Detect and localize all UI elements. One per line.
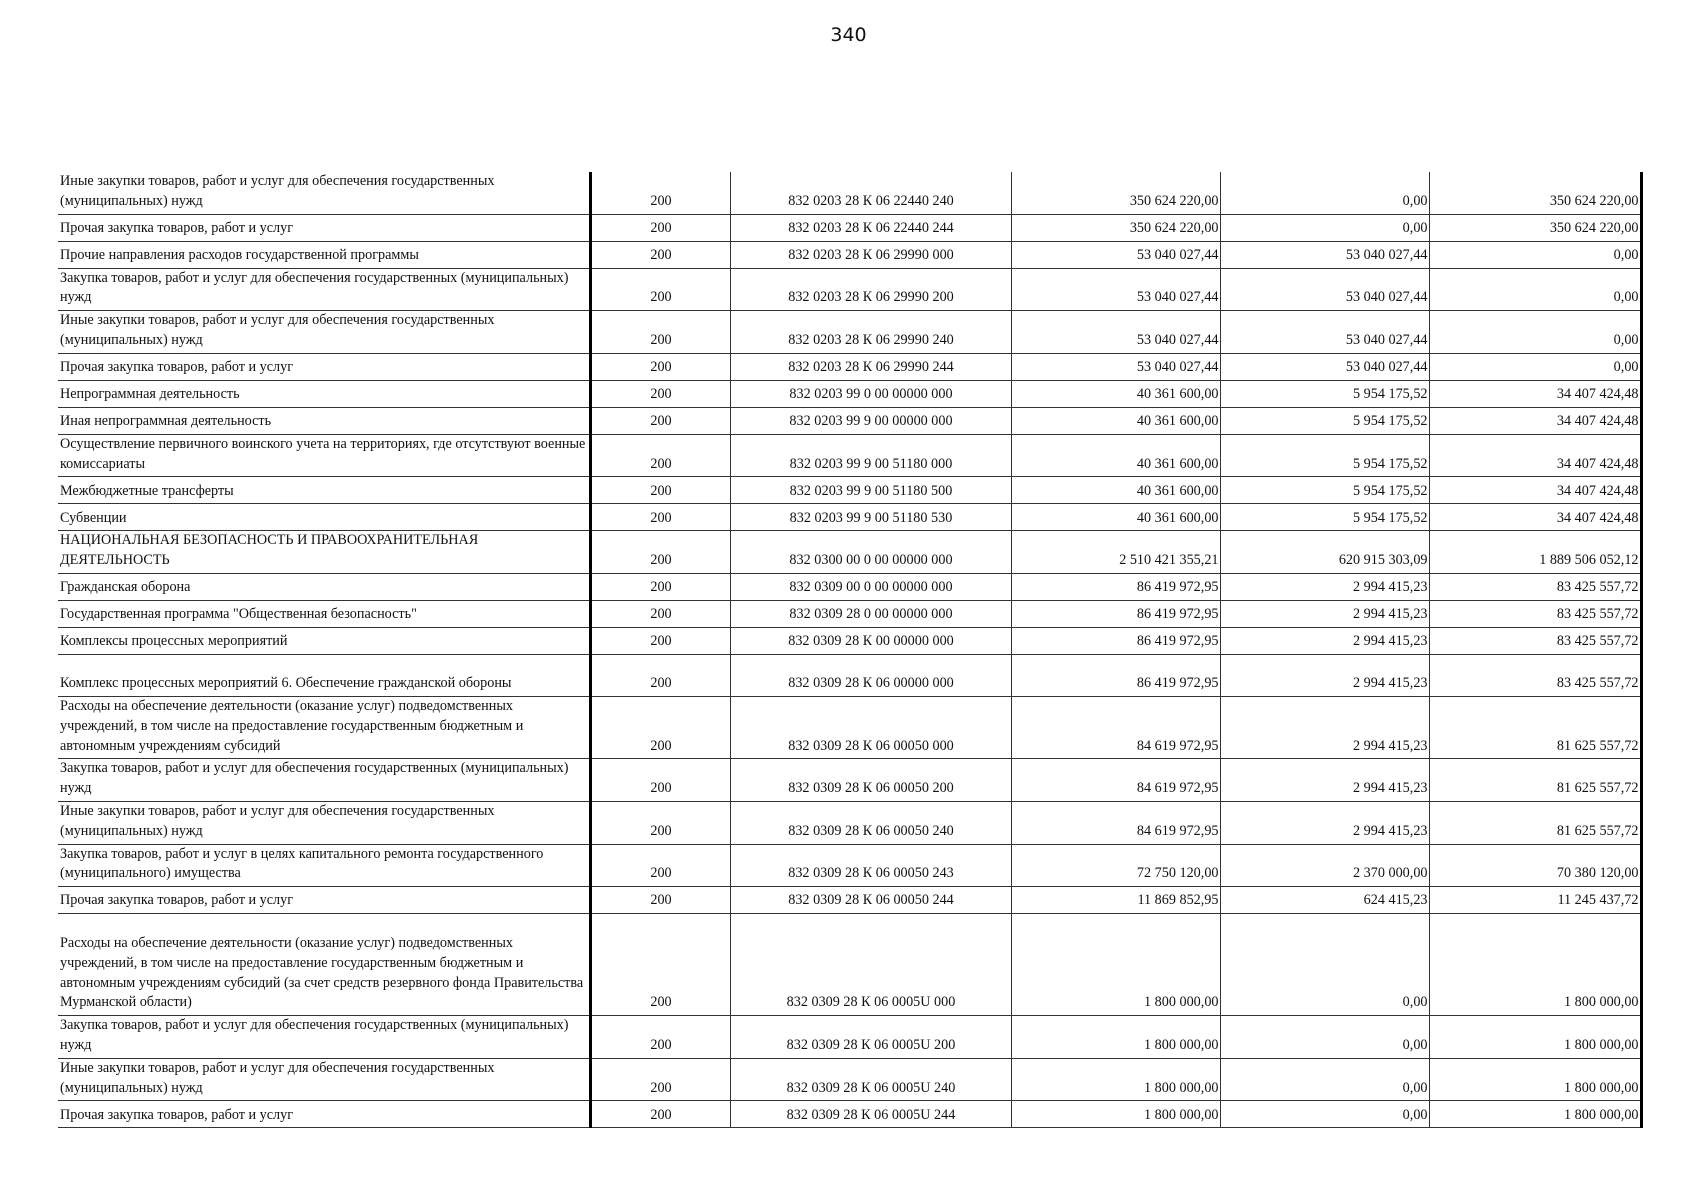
- row-approved-amount-cell: 40 361 600,00: [1011, 504, 1220, 531]
- row-approved-amount-cell: 86 419 972,95: [1011, 654, 1220, 696]
- row-unexecuted-amount-cell: 83 425 557,72: [1429, 600, 1641, 627]
- row-unexecuted-amount-cell: 350 624 220,00: [1429, 172, 1641, 214]
- row-line-code-cell: 200: [590, 531, 730, 574]
- row-approved-amount-cell: 11 869 852,95: [1011, 887, 1220, 914]
- row-name-cell: Государственная программа "Общественная безопасность": [58, 600, 590, 627]
- row-name-cell: Субвенции: [58, 504, 590, 531]
- table-row: [58, 1101, 1641, 1128]
- row-executed-amount-cell: 2 994 415,23: [1220, 600, 1429, 627]
- row-name-cell: Иные закупки товаров, работ и услуг для обеспечения государственных (муниципальных) нужд: [58, 172, 590, 214]
- row-name-cell: Непрограммная деятельность: [58, 380, 590, 407]
- row-budget-classification-cell: 832 0309 28 К 06 0005U 000: [730, 914, 1011, 1016]
- row-approved-amount-cell: 2 510 421 355,21: [1011, 531, 1220, 574]
- row-budget-classification-cell: 832 0203 28 К 06 22440 240: [730, 172, 1011, 214]
- row-unexecuted-amount-cell: 1 800 000,00: [1429, 1016, 1641, 1059]
- row-approved-amount-cell: 86 419 972,95: [1011, 600, 1220, 627]
- row-executed-amount-cell: 0,00: [1220, 1058, 1429, 1101]
- row-unexecuted-amount-cell: 0,00: [1429, 311, 1641, 354]
- row-budget-classification-cell: 832 0309 28 К 06 00050 200: [730, 759, 1011, 802]
- row-executed-amount-cell: 2 994 415,23: [1220, 654, 1429, 696]
- row-budget-classification-cell: 832 0203 99 9 00 51180 500: [730, 477, 1011, 504]
- row-budget-classification-cell: 832 0309 28 К 06 00050 244: [730, 887, 1011, 914]
- table-row: [58, 407, 1641, 434]
- row-executed-amount-cell: 0,00: [1220, 1016, 1429, 1059]
- row-approved-amount-cell: 84 619 972,95: [1011, 759, 1220, 802]
- row-executed-amount-cell: 2 994 415,23: [1220, 573, 1429, 600]
- row-budget-classification-cell: 832 0309 28 К 06 0005U 200: [730, 1016, 1011, 1059]
- row-budget-classification-cell: 832 0309 28 К 06 00050 243: [730, 844, 1011, 887]
- row-executed-amount-cell: 53 040 027,44: [1220, 353, 1429, 380]
- table-row: [58, 434, 1641, 477]
- row-name-cell: Прочая закупка товаров, работ и услуг: [58, 214, 590, 241]
- row-line-code-cell: 200: [590, 353, 730, 380]
- table-row: [58, 1058, 1641, 1101]
- row-executed-amount-cell: 2 370 000,00: [1220, 844, 1429, 887]
- table-row: [58, 268, 1641, 311]
- row-approved-amount-cell: 53 040 027,44: [1011, 311, 1220, 354]
- row-line-code-cell: 200: [590, 504, 730, 531]
- row-name-cell: Расходы на обеспечение деятельности (оказание услуг) подведомственных учреждений, в том числе на предоставление государственным бюджетным и автономным учреждениям субсидий: [58, 696, 590, 758]
- row-line-code-cell: 200: [590, 311, 730, 354]
- row-line-code-cell: 200: [590, 887, 730, 914]
- row-budget-classification-cell: 832 0309 28 К 06 0005U 240: [730, 1058, 1011, 1101]
- row-line-code-cell: 200: [590, 477, 730, 504]
- row-unexecuted-amount-cell: 81 625 557,72: [1429, 696, 1641, 758]
- row-name-cell: Иные закупки товаров, работ и услуг для обеспечения государственных (муниципальных) нужд: [58, 801, 590, 844]
- row-name-cell: Закупка товаров, работ и услуг для обеспечения государственных (муниципальных) нужд: [58, 268, 590, 311]
- row-approved-amount-cell: 84 619 972,95: [1011, 801, 1220, 844]
- row-unexecuted-amount-cell: 1 800 000,00: [1429, 1058, 1641, 1101]
- row-line-code-cell: 200: [590, 407, 730, 434]
- row-line-code-cell: 200: [590, 172, 730, 214]
- table-row: [58, 654, 1641, 696]
- row-executed-amount-cell: 624 415,23: [1220, 887, 1429, 914]
- row-executed-amount-cell: 620 915 303,09: [1220, 531, 1429, 574]
- table-row: [58, 1016, 1641, 1059]
- row-name-cell: Закупка товаров, работ и услуг для обеспечения государственных (муниципальных) нужд: [58, 759, 590, 802]
- row-name-cell: Иные закупки товаров, работ и услуг для обеспечения государственных (муниципальных) нужд: [58, 311, 590, 354]
- row-approved-amount-cell: 86 419 972,95: [1011, 573, 1220, 600]
- row-approved-amount-cell: 72 750 120,00: [1011, 844, 1220, 887]
- row-approved-amount-cell: 350 624 220,00: [1011, 214, 1220, 241]
- row-executed-amount-cell: 53 040 027,44: [1220, 241, 1429, 268]
- row-executed-amount-cell: 0,00: [1220, 1101, 1429, 1128]
- row-name-cell: Иные закупки товаров, работ и услуг для обеспечения государственных (муниципальных) нужд: [58, 1058, 590, 1101]
- row-budget-classification-cell: 832 0203 28 К 06 22440 244: [730, 214, 1011, 241]
- table-row: [58, 627, 1641, 654]
- table-row: [58, 759, 1641, 802]
- row-budget-classification-cell: 832 0309 28 К 06 00050 240: [730, 801, 1011, 844]
- table-row: [58, 844, 1641, 887]
- row-executed-amount-cell: 5 954 175,52: [1220, 380, 1429, 407]
- row-unexecuted-amount-cell: 34 407 424,48: [1429, 504, 1641, 531]
- row-name-cell: Прочие направления расходов государственной программы: [58, 241, 590, 268]
- row-budget-classification-cell: 832 0309 28 0 00 00000 000: [730, 600, 1011, 627]
- row-approved-amount-cell: 84 619 972,95: [1011, 696, 1220, 758]
- row-unexecuted-amount-cell: 1 889 506 052,12: [1429, 531, 1641, 574]
- row-unexecuted-amount-cell: 1 800 000,00: [1429, 1101, 1641, 1128]
- table-row: [58, 214, 1641, 241]
- row-approved-amount-cell: 1 800 000,00: [1011, 1016, 1220, 1059]
- row-executed-amount-cell: 53 040 027,44: [1220, 311, 1429, 354]
- table-row: [58, 311, 1641, 354]
- row-name-cell: Комплексы процессных мероприятий: [58, 627, 590, 654]
- row-unexecuted-amount-cell: 81 625 557,72: [1429, 801, 1641, 844]
- row-name-cell: Закупка товаров, работ и услуг для обеспечения государственных (муниципальных) нужд: [58, 1016, 590, 1059]
- row-name-cell: Закупка товаров, работ и услуг в целях капитального ремонта государственного (муниципального) имущества: [58, 844, 590, 887]
- row-name-cell: Иная непрограммная деятельность: [58, 407, 590, 434]
- row-approved-amount-cell: 40 361 600,00: [1011, 477, 1220, 504]
- row-executed-amount-cell: 5 954 175,52: [1220, 407, 1429, 434]
- row-budget-classification-cell: 832 0203 28 К 06 29990 200: [730, 268, 1011, 311]
- table-row: [58, 573, 1641, 600]
- table-row: [58, 172, 1641, 214]
- row-executed-amount-cell: 5 954 175,52: [1220, 504, 1429, 531]
- row-unexecuted-amount-cell: 83 425 557,72: [1429, 654, 1641, 696]
- row-line-code-cell: 200: [590, 1101, 730, 1128]
- row-name-cell: Прочая закупка товаров, работ и услуг: [58, 353, 590, 380]
- table-row: [58, 380, 1641, 407]
- row-unexecuted-amount-cell: 11 245 437,72: [1429, 887, 1641, 914]
- row-name-cell: Комплекс процессных мероприятий 6. Обеспечение гражданской обороны: [58, 654, 590, 696]
- row-line-code-cell: 200: [590, 801, 730, 844]
- row-line-code-cell: 200: [590, 214, 730, 241]
- row-budget-classification-cell: 832 0309 28 К 06 00000 000: [730, 654, 1011, 696]
- row-unexecuted-amount-cell: 0,00: [1429, 268, 1641, 311]
- row-line-code-cell: 200: [590, 600, 730, 627]
- row-approved-amount-cell: 1 800 000,00: [1011, 914, 1220, 1016]
- row-line-code-cell: 200: [590, 241, 730, 268]
- row-unexecuted-amount-cell: 350 624 220,00: [1429, 214, 1641, 241]
- row-unexecuted-amount-cell: 34 407 424,48: [1429, 407, 1641, 434]
- row-budget-classification-cell: 832 0203 28 К 06 29990 000: [730, 241, 1011, 268]
- table-row: [58, 696, 1641, 758]
- row-executed-amount-cell: 2 994 415,23: [1220, 801, 1429, 844]
- row-line-code-cell: 200: [590, 434, 730, 477]
- table-row: [58, 353, 1641, 380]
- row-unexecuted-amount-cell: 34 407 424,48: [1429, 434, 1641, 477]
- row-approved-amount-cell: 40 361 600,00: [1011, 434, 1220, 477]
- row-approved-amount-cell: 1 800 000,00: [1011, 1101, 1220, 1128]
- row-executed-amount-cell: 5 954 175,52: [1220, 434, 1429, 477]
- row-line-code-cell: 200: [590, 573, 730, 600]
- row-line-code-cell: 200: [590, 654, 730, 696]
- row-line-code-cell: 200: [590, 268, 730, 311]
- row-executed-amount-cell: 2 994 415,23: [1220, 627, 1429, 654]
- row-approved-amount-cell: 86 419 972,95: [1011, 627, 1220, 654]
- row-line-code-cell: 200: [590, 380, 730, 407]
- row-approved-amount-cell: 53 040 027,44: [1011, 268, 1220, 311]
- row-name-cell: Прочая закупка товаров, работ и услуг: [58, 887, 590, 914]
- row-unexecuted-amount-cell: 0,00: [1429, 353, 1641, 380]
- row-unexecuted-amount-cell: 34 407 424,48: [1429, 477, 1641, 504]
- row-line-code-cell: 200: [590, 1016, 730, 1059]
- row-executed-amount-cell: 53 040 027,44: [1220, 268, 1429, 311]
- row-approved-amount-cell: 40 361 600,00: [1011, 407, 1220, 434]
- row-executed-amount-cell: 2 994 415,23: [1220, 696, 1429, 758]
- table-row: [58, 801, 1641, 844]
- row-name-cell: Межбюджетные трансферты: [58, 477, 590, 504]
- budget-execution-table: [58, 172, 1643, 1128]
- table-row: [58, 504, 1641, 531]
- row-budget-classification-cell: 832 0300 00 0 00 00000 000: [730, 531, 1011, 574]
- row-budget-classification-cell: 832 0309 28 К 00 00000 000: [730, 627, 1011, 654]
- table-row: [58, 477, 1641, 504]
- row-unexecuted-amount-cell: 0,00: [1429, 241, 1641, 268]
- row-approved-amount-cell: 1 800 000,00: [1011, 1058, 1220, 1101]
- row-line-code-cell: 200: [590, 759, 730, 802]
- table-body: [58, 172, 1641, 1128]
- row-executed-amount-cell: 2 994 415,23: [1220, 759, 1429, 802]
- row-executed-amount-cell: 5 954 175,52: [1220, 477, 1429, 504]
- row-budget-classification-cell: 832 0309 28 К 06 0005U 244: [730, 1101, 1011, 1128]
- row-budget-classification-cell: 832 0203 99 9 00 51180 000: [730, 434, 1011, 477]
- row-executed-amount-cell: 0,00: [1220, 914, 1429, 1016]
- row-unexecuted-amount-cell: 83 425 557,72: [1429, 627, 1641, 654]
- row-approved-amount-cell: 350 624 220,00: [1011, 172, 1220, 214]
- table-row: [58, 914, 1641, 1016]
- row-line-code-cell: 200: [590, 1058, 730, 1101]
- page-number: 340: [830, 24, 867, 46]
- table-row: [58, 241, 1641, 268]
- table-row: [58, 887, 1641, 914]
- row-unexecuted-amount-cell: 81 625 557,72: [1429, 759, 1641, 802]
- row-name-cell: Гражданская оборона: [58, 573, 590, 600]
- row-executed-amount-cell: 0,00: [1220, 172, 1429, 214]
- row-budget-classification-cell: 832 0203 99 9 00 51180 530: [730, 504, 1011, 531]
- row-name-cell: Расходы на обеспечение деятельности (оказание услуг) подведомственных учреждений, в том числе на предоставление государственным бюджетным и автономным учреждениям субсидий (за счет средств резервного фонда Правительства Мурманской области): [58, 914, 590, 1016]
- row-unexecuted-amount-cell: 34 407 424,48: [1429, 380, 1641, 407]
- row-unexecuted-amount-cell: 1 800 000,00: [1429, 914, 1641, 1016]
- row-approved-amount-cell: 53 040 027,44: [1011, 353, 1220, 380]
- row-line-code-cell: 200: [590, 627, 730, 654]
- row-line-code-cell: 200: [590, 844, 730, 887]
- row-name-cell: НАЦИОНАЛЬНАЯ БЕЗОПАСНОСТЬ И ПРАВООХРАНИТЕЛЬНАЯ ДЕЯТЕЛЬНОСТЬ: [58, 531, 590, 574]
- row-line-code-cell: 200: [590, 696, 730, 758]
- row-approved-amount-cell: 53 040 027,44: [1011, 241, 1220, 268]
- row-budget-classification-cell: 832 0203 28 К 06 29990 244: [730, 353, 1011, 380]
- row-budget-classification-cell: 832 0203 99 0 00 00000 000: [730, 380, 1011, 407]
- row-executed-amount-cell: 0,00: [1220, 214, 1429, 241]
- row-unexecuted-amount-cell: 83 425 557,72: [1429, 573, 1641, 600]
- row-budget-classification-cell: 832 0203 28 К 06 29990 240: [730, 311, 1011, 354]
- row-budget-classification-cell: 832 0203 99 9 00 00000 000: [730, 407, 1011, 434]
- row-unexecuted-amount-cell: 70 380 120,00: [1429, 844, 1641, 887]
- row-budget-classification-cell: 832 0309 00 0 00 00000 000: [730, 573, 1011, 600]
- table-row: [58, 531, 1641, 574]
- row-line-code-cell: 200: [590, 914, 730, 1016]
- row-name-cell: Прочая закупка товаров, работ и услуг: [58, 1101, 590, 1128]
- row-budget-classification-cell: 832 0309 28 К 06 00050 000: [730, 696, 1011, 758]
- row-name-cell: Осуществление первичного воинского учета на территориях, где отсутствуют военные комиссариаты: [58, 434, 590, 477]
- row-approved-amount-cell: 40 361 600,00: [1011, 380, 1220, 407]
- table-row: [58, 600, 1641, 627]
